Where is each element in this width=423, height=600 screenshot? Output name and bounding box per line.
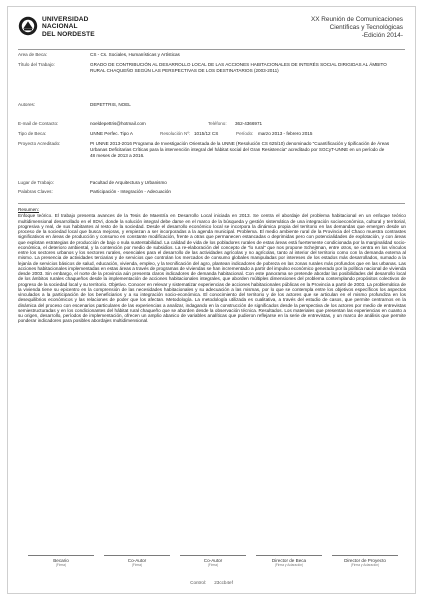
signature-coautor-2 (180, 555, 246, 567)
field-project-label: Proyecto Acreditado: (18, 141, 61, 146)
control-code: 23ccb4ef (214, 580, 233, 585)
summary-section (18, 207, 406, 324)
signature-line (332, 555, 398, 556)
field-resolution-value: 1015/12 CS (194, 131, 219, 136)
signature-role: Becario (53, 558, 69, 563)
signature-director-proyecto (332, 555, 398, 567)
field-place-label: Lugar de Trabajo: (18, 180, 55, 185)
summary-label: Resumen: (18, 207, 40, 212)
field-email-label: E-mail de Contacto: (18, 121, 59, 126)
field-area-label: Area de Beca: (18, 52, 48, 57)
event-title-line-1: XX Reunión de Comunicaciones (310, 16, 403, 23)
university-logo (18, 16, 95, 38)
field-email-value: noeldepettris@hotmail.com (90, 121, 146, 126)
signature-note: (Firma y Aclaración) (350, 563, 380, 568)
signature-note: (Firma) (131, 563, 143, 568)
field-period-value: marzo 2013 - febrero 2015 (258, 131, 313, 136)
signature-line (28, 555, 94, 556)
signature-line (180, 555, 246, 556)
field-place-value: Facultad de Arquitectura y Urbanismo (90, 180, 167, 185)
university-name (42, 16, 95, 38)
field-phone-label: Teléfono: (208, 121, 227, 126)
signature-becario (28, 555, 94, 567)
signature-note: (Firma y Aclaración) (274, 563, 304, 568)
field-phone-value: 362-4366971 (235, 121, 263, 126)
field-title-label: Título del Trabajo: (18, 62, 55, 67)
signature-role: Co-Autor (127, 558, 147, 563)
field-beca-label: Tipo de Beca: (18, 131, 47, 136)
event-edition: -Edición 2014- (361, 32, 403, 40)
control-footer (8, 580, 415, 585)
field-keywords-label: Palabras Claves: (18, 189, 53, 194)
signature-role: Director de Proyecto (344, 558, 386, 563)
signature-coautor-1 (104, 555, 170, 567)
signature-block (18, 555, 406, 575)
university-line-1: UNIVERSIDAD (42, 16, 89, 23)
field-project-value: PI UNNE 2013-2016 Programa de Investigación Orientada de la UNNE (Resolución CS 625/10) denominado "Cuantificación y tipificación de Áreas Urbanas Deficitarias Críticas para la intervención integral del hábitat social del Gran Resistencia" acreditado por SGCyT-UNNE en un período de 48 meses de 2013 a 2016. (90, 141, 390, 158)
header-divider (18, 49, 405, 50)
document-page (7, 6, 416, 594)
field-beca-value: UNNE Perfec. Tipo A (90, 131, 133, 136)
field-area-value: CS - Cs. Sociales, Humanísticas y Artísticas (90, 52, 180, 57)
field-resolution-label: Resolución Nº: (160, 131, 191, 136)
signature-role: Director de Beca (271, 558, 307, 563)
field-period-label: Período: (236, 131, 254, 136)
control-label: Control: (190, 580, 207, 585)
signature-note: (Firma) (55, 563, 67, 568)
university-line-3: DEL NORDESTE (42, 30, 95, 38)
signature-director-beca (256, 555, 322, 567)
event-header (311, 16, 403, 41)
signature-line (104, 555, 170, 556)
summary-text: Enfoque teórico. El trabajo presenta avances de la Tesis de Maestría en Desarrollo Local iniciada en 2013. Se centra el abordaje del problema habitacional en un enfoque teórico multidimensional desarrollado en el IIDVi, donde la solución integral debe darse en el marco de la búsqueda y gestión sistemática de una integración socioeconómica, cultural y territorial, progresiva y real, de sus habitantes al resto de la sociedad. Desde el desarrollo económico local se incorpora la dinámica propia del territorio en las demandas que emergen desde un proceso de la sociedad local que busca mejoras, y empiezan a ser incorporadas a la agenda municipal. Problema. El medio ambiente rural de la Provincia del Chaco muestra contrastes significativos en áreas de producción y consumo en constante modificación, frente a otras que permanecen estancadas o deprimidas pero con potencialidades de explotación, y con áreas que explotan estrategias de producción de bajo o nula sustentabilidad. La calidad de vida de los pobladores rurales de estas áreas está fuertemente condicionada por la marginalidad socio-económica, el deterioro ambiental, y la contención por medio de subsidios. La re-elaboración del concepto de "lo rural" que nos propone Schejtman, entre otros, se centra en los vínculos entre los sectores urbanos y los sectores rurales, esenciales para el desarrollo de las actividades agrícolas y no agrícolas, tanto al interior del territorio como con la demanda externa al mismo. La presencia de actividades terciarias y de servicios que controlan los mercados de consumo globales manipuladas por intereses de los estados más desarrollados, sumado a la lejanía de servicios básicos de salud, educación, vivienda, empleo, y la tecnificación del agro, plantean indicadores de pobreza en las zonas rurales más profundos que en las urbanas. Las acciones habitacionales implementadas en estas áreas a través de programas de viviendas se han incrementado a partir del impulso económico generado por la política nacional de vivienda desde 2003. Sin embargo, el norte de la provincia aún presenta claros indicadores de demanda habitacional. Con este panorama se pretende abordar las posibilidades del desarrollo local de los ámbitos rurales chaqueños desde la implementación de acciones habitacionales integrales, que aborden múltiples dimensiones del problema contemplando propósitos colectivos de progreso de la sociedad local y su territorio. Objetivo. Conocer en relevar y sistematizar experiencias de acciones habitacionales públicas en la Provincia a partir de 2003. La problemática de la vivienda tiene su epicentro en la comprensión de las necesidades habitacionales y su adecuación a las mismas, por lo que se contempla entre los objetivos específicos los aspectos vinculados a la participación de los beneficiarios y a su integración socio-económica. El conocimiento del territorio y de los actores que se articulan en el mismo profundiza en los desequilibrios económicos y las relaciones de poder que los afectan. Metodología. La metodología utilizada es cualitativa, a través del estudio de casos, que permite centrarnos en la dinámica del proceso con escenarios particulares de las experiencias a analizar, indagando en la construcción de significados desde la perspectiva de los actores por medio de entrevistas semiestructuradas y en los condicionantes del hábitat rural chaqueño que se aborden desde la observación técnica. Resultados. Los materiales que presentan las experiencias en cuanto a su origen, desarrollo, períodos de implementación, ofrecen un amplio abanico de variables analíticas que pudieron reflejarse en la serie de entrevistas, y un marco de análisis que permite ponderar indicadores para posibles abordajes multidimensional. (18, 213, 406, 324)
university-line-2: NACIONAL (42, 23, 78, 31)
summary-divider (18, 203, 405, 204)
field-keywords-value: Participación - Integración - Adecuación (90, 189, 171, 194)
university-emblem-icon (18, 16, 38, 36)
field-title-value: GRADO DE CONTRIBUCIÓN AL DESARROLLO LOCAL DE LAS ACCIONES HABITACIONALES DE INTERÉS SOCIAL DIRIGIDAS AL ÁMBITO RURAL CHAQUEÑO SEGÚN LAS PERSPECTIVAS DE LOS DESTINATARIOS (2003-2011) (90, 62, 387, 73)
field-authors-label: Autores: (18, 102, 36, 107)
event-title-line-2: Científicas y Tecnológicas (329, 24, 403, 32)
signature-role: Co-Autor (203, 558, 223, 563)
signature-note: (Firma) (207, 563, 219, 568)
field-authors-value: DEPETTRIS, NOEL (90, 102, 131, 107)
signature-line (256, 555, 322, 556)
